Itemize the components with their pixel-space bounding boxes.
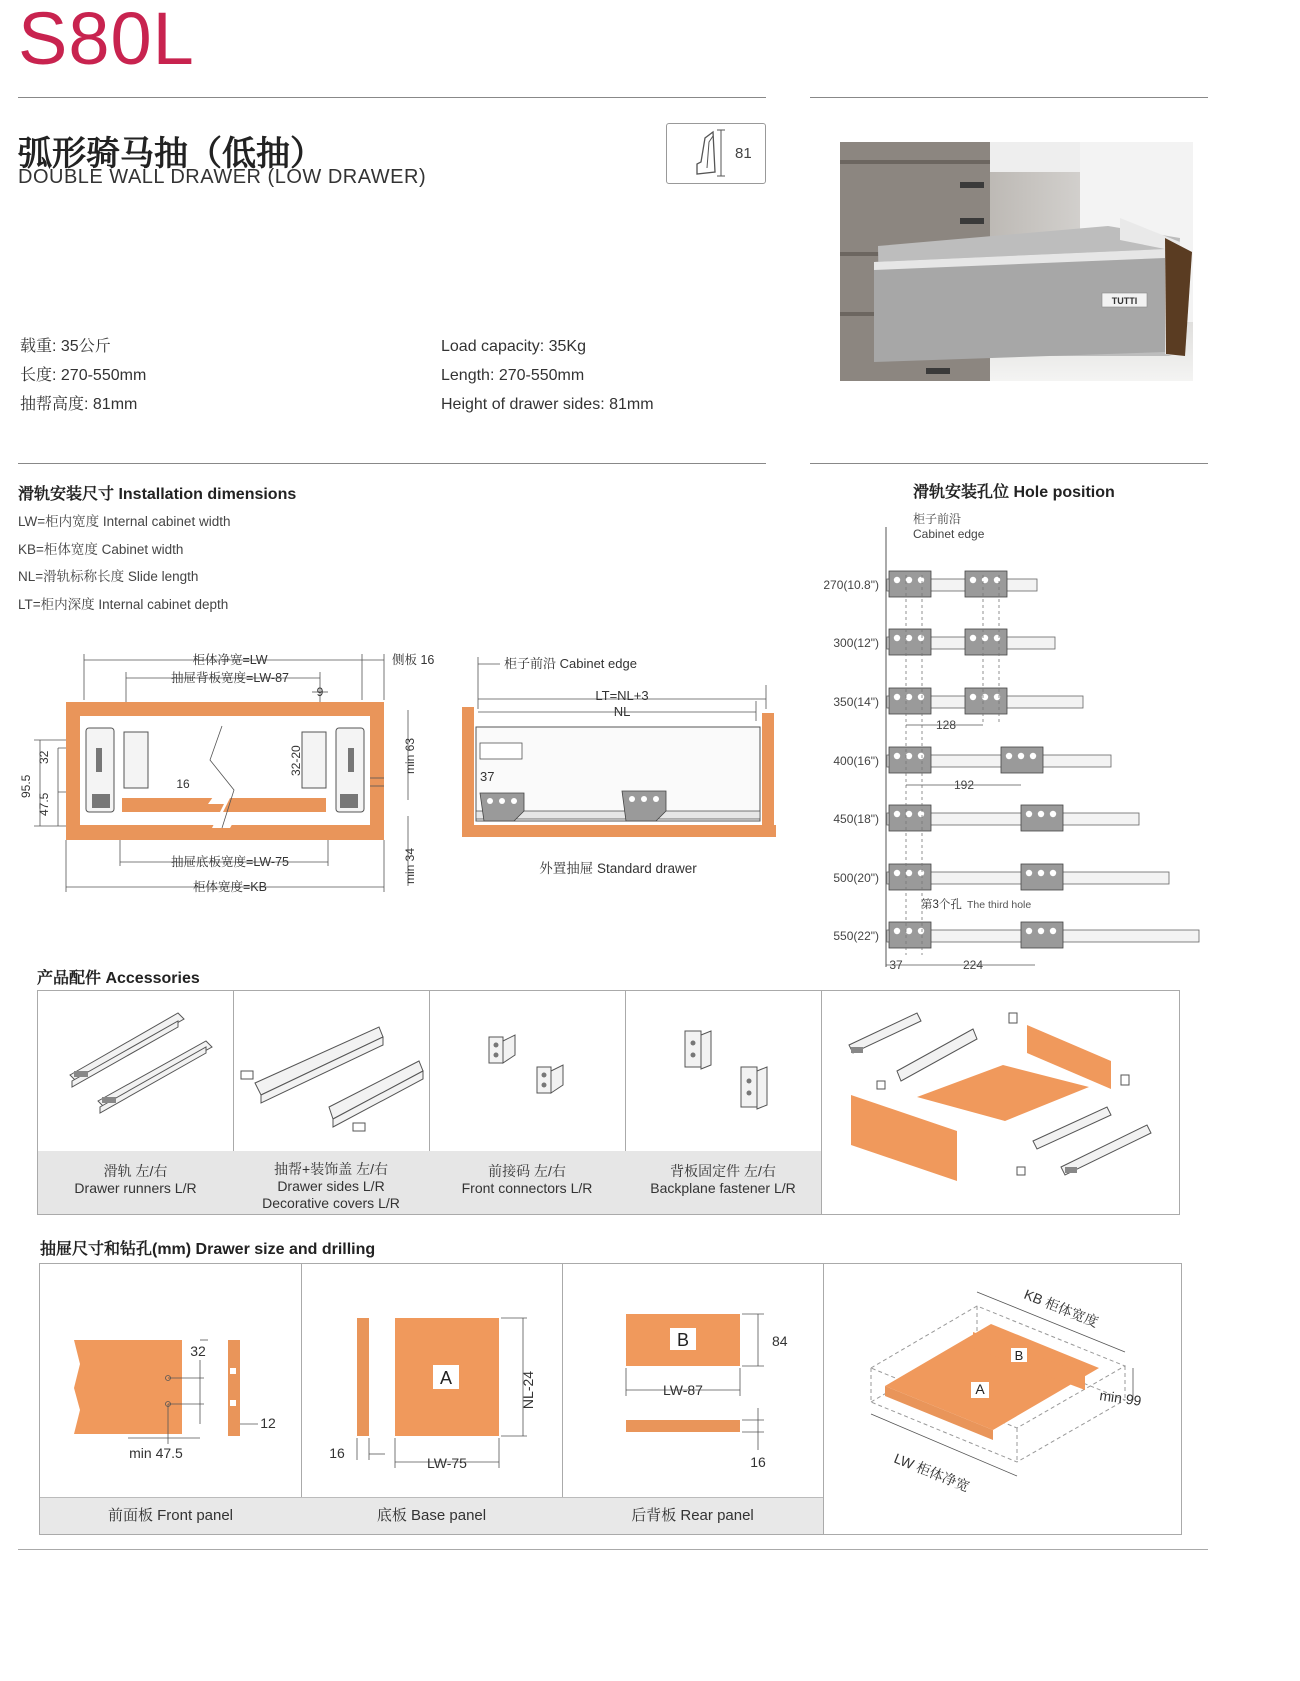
dim-side-16: 侧板 16 <box>392 653 435 667</box>
base-dim-16: 16 <box>329 1445 345 1461</box>
hole-row-bracket <box>1021 864 1063 890</box>
accessories-title: 产品配件 Accessories <box>37 970 200 987</box>
spec-en-height: Height of drawer sides: 81mm <box>441 396 654 413</box>
hole-row-length-label: 500(20") <box>833 871 879 885</box>
hole-row-length-label: 300(12") <box>833 636 879 650</box>
hole-row-bracket <box>889 864 931 890</box>
side-caption: 外置抽屉 Standard drawer <box>539 861 697 876</box>
drawer-side-icon <box>233 991 429 1151</box>
hole-row-bracket <box>889 922 931 948</box>
front-section-diagram <box>0 640 460 900</box>
hole-row-length-label: 350(14") <box>833 695 879 709</box>
hole-position-title: 滑轨安装孔位 Hole position <box>913 484 1115 501</box>
hole-third-cn: 第3个孔 <box>921 899 962 911</box>
hole-row-hole <box>894 870 900 876</box>
acc-runners-en: Drawer runners L/R <box>74 1180 197 1196</box>
front-dim-min: min 47.5 <box>129 1445 183 1461</box>
accessory-front-connectors <box>429 991 626 1214</box>
hole-row-bracket <box>889 629 931 655</box>
hole-row <box>833 688 1083 714</box>
drill-rear-panel <box>562 1264 824 1534</box>
hole-edge-en: Cabinet edge <box>913 527 985 541</box>
rear-panel-caption: 后背板 Rear panel <box>562 1497 823 1534</box>
hole-row-hole <box>1006 753 1012 759</box>
drill-front-panel <box>40 1264 302 1534</box>
hole-third-en: The third hole <box>967 899 1032 911</box>
dim-95-5: 95.5 <box>19 774 33 798</box>
side-37: 37 <box>480 769 495 784</box>
spec-en-load: Load capacity: 35Kg <box>441 338 586 355</box>
side-view-diagram <box>450 645 790 885</box>
hole-row-hole <box>1038 928 1044 934</box>
hole-row-hole <box>1050 928 1056 934</box>
dim-back-width: 抽屉背板宽度=LW-87 <box>171 671 289 685</box>
hole-row-hole <box>906 811 912 817</box>
def-lw: LW=柜内宽度 Internal cabinet width <box>18 514 231 529</box>
base-dim-lw: LW-75 <box>427 1455 467 1471</box>
hole-row-hole <box>1050 811 1056 817</box>
hole-row-hole <box>970 577 976 583</box>
hole-row-hole <box>918 577 924 583</box>
acc-runners-cn: 滑轨 左/右 <box>103 1163 168 1179</box>
spec-cn-load: 载重: 35公斤 <box>20 338 111 355</box>
hole-row-hole <box>894 694 900 700</box>
dim-lw: 柜体净宽=LW <box>192 653 268 667</box>
accessory-exploded-view <box>821 991 1179 1214</box>
base-panel-diagram <box>301 1264 562 1498</box>
hole-row <box>833 922 1199 948</box>
hole-row-bracket <box>1021 805 1063 831</box>
specs-en <box>441 332 654 419</box>
rear-dim-lw: LW-87 <box>663 1382 703 1398</box>
section-rule-left <box>18 463 766 464</box>
acc-backplane-cn: 背板固定件 左/右 <box>670 1163 776 1179</box>
hole-row-hole <box>970 635 976 641</box>
hole-row-bracket <box>889 688 931 714</box>
base-panel-caption: 底板 Base panel <box>301 1497 562 1534</box>
def-lt: LT=柜内深度 Internal cabinet depth <box>18 596 229 612</box>
definitions-list <box>18 508 230 618</box>
hole-row-hole <box>906 635 912 641</box>
base-label-a: A <box>439 1368 453 1388</box>
side-lt: LT=NL+3 <box>595 688 649 703</box>
accessory-runners <box>38 991 234 1214</box>
acc-sides-en: Drawer sides L/R <box>277 1178 385 1194</box>
hole-192: 192 <box>953 778 975 792</box>
specs-cn <box>20 332 146 419</box>
header-rule-right <box>810 97 1208 98</box>
iso-dim-min99: min 99 <box>1098 1387 1143 1409</box>
header-rule-left <box>18 97 766 98</box>
dim-32-20: 32-20 <box>289 745 303 776</box>
iso-dim-kb: KB 柜体宽度 <box>1021 1285 1101 1331</box>
model-title: S80L <box>18 0 195 80</box>
installation-title: 滑轨安装尺寸 Installation dimensions <box>18 486 297 503</box>
drawer-photo-illustration <box>840 142 1193 381</box>
spec-cn-length: 长度: 270-550mm <box>20 367 147 384</box>
hole-row <box>833 629 1055 655</box>
acc-sides-cn: 抽帮+装饰盖 左/右 <box>274 1161 388 1177</box>
hole-row-hole <box>894 928 900 934</box>
hole-row-bracket <box>1021 922 1063 948</box>
iso-label-b: B <box>1014 1348 1024 1363</box>
spec-cn-height: 抽帮高度: 81mm <box>20 396 138 413</box>
iso-drawer-diagram <box>823 1264 1181 1534</box>
hole-row <box>833 864 1169 890</box>
hole-row-hole <box>1038 811 1044 817</box>
hole-row <box>823 571 1037 597</box>
rear-dim-16: 16 <box>750 1454 766 1470</box>
hole-row-hole <box>918 635 924 641</box>
acc-backplane-en: Backplane fastener L/R <box>650 1180 796 1196</box>
front-dim-32: 32 <box>190 1343 206 1359</box>
hole-row-hole <box>1050 870 1056 876</box>
product-title-en: DOUBLE WALL DRAWER (LOW DRAWER) <box>18 166 427 188</box>
hole-128: 128 <box>935 718 957 732</box>
acc-front-cn: 前接码 左/右 <box>488 1163 566 1179</box>
dim-9: 9 <box>316 685 324 699</box>
hole-row-hole <box>1026 928 1032 934</box>
dim-16-base: 16 <box>176 777 190 791</box>
hole-row-length-label: 550(22") <box>833 929 879 943</box>
runner-icon <box>38 991 233 1151</box>
dim-kb: 柜体宽度=KB <box>193 880 267 894</box>
accessory-drawer-sides <box>233 991 430 1214</box>
hole-row-hole <box>906 753 912 759</box>
acc-front-en: Front connectors L/R <box>461 1180 593 1196</box>
hole-row-hole <box>970 694 976 700</box>
product-title-cn: 弧形骑马抽（低抽） <box>18 135 324 173</box>
hole-row-hole <box>906 928 912 934</box>
hole-row-length-label: 270(10.8") <box>823 578 879 592</box>
hole-row-bracket <box>889 747 931 773</box>
def-kb: KB=柜体宽度 Cabinet width <box>18 541 184 557</box>
hole-row-hole <box>918 811 924 817</box>
hole-row-length-label: 450(18") <box>833 812 879 826</box>
hole-row-bracket <box>965 571 1007 597</box>
hole-row-hole <box>906 694 912 700</box>
front-panel-caption: 前面板 Front panel <box>40 1497 301 1534</box>
hole-row-hole <box>1030 753 1036 759</box>
rear-panel-diagram <box>562 1264 823 1498</box>
front-connector-icon <box>429 991 625 1151</box>
profile-height-value: 81 <box>735 145 752 162</box>
hole-row-bracket <box>1001 747 1043 773</box>
exploded-drawer-icon <box>821 991 1179 1214</box>
hole-row-hole <box>918 870 924 876</box>
hole-row-hole <box>894 753 900 759</box>
hole-row-hole <box>918 928 924 934</box>
accessories-panel <box>37 990 1180 1215</box>
hole-row-bracket <box>965 688 1007 714</box>
hole-37: 37 <box>889 958 903 972</box>
hole-row-hole <box>894 577 900 583</box>
rear-dim-84: 84 <box>772 1333 788 1349</box>
def-nl: NL=滑轨标称长度 Slide length <box>18 569 199 584</box>
iso-label-a: A <box>975 1381 985 1397</box>
hole-row-bracket <box>889 571 931 597</box>
front-dim-12: 12 <box>260 1415 276 1431</box>
hole-row <box>833 747 1111 773</box>
hole-row-hole <box>918 753 924 759</box>
dim-base-width: 抽屉底板宽度=LW-75 <box>171 855 289 869</box>
hole-row-hole <box>906 577 912 583</box>
hole-row-hole <box>1026 811 1032 817</box>
product-photo <box>840 142 1193 381</box>
hole-row-bracket <box>965 629 1007 655</box>
accessory-backplane-fastener <box>625 991 822 1214</box>
hole-224: 224 <box>962 958 984 972</box>
rear-label-b: B <box>676 1330 690 1350</box>
spec-en-length: Length: 270-550mm <box>441 367 585 384</box>
hole-row-hole <box>894 811 900 817</box>
dim-min34: min 34 <box>403 847 417 884</box>
dim-32: 32 <box>37 750 51 764</box>
drilling-title: 抽屉尺寸和钻孔(mm) Drawer size and drilling <box>40 1241 376 1258</box>
hole-row-hole <box>906 870 912 876</box>
side-nl: NL <box>613 704 631 719</box>
footer-rule <box>18 1549 1208 1550</box>
hole-row-bracket <box>889 805 931 831</box>
hole-row-hole <box>1038 870 1044 876</box>
photo-brand-label: TUTTI <box>1111 296 1138 306</box>
profile-height-box <box>666 123 766 184</box>
hole-row-hole <box>1026 870 1032 876</box>
backplane-fastener-icon <box>625 991 821 1151</box>
hole-position-diagram <box>815 505 1215 975</box>
drill-base-panel <box>301 1264 563 1534</box>
hole-row <box>833 805 1139 831</box>
iso-dim-lw: LW 柜体净宽 <box>891 1449 972 1495</box>
dim-47-5: 47.5 <box>37 792 51 816</box>
base-dim-nl: NL-24 <box>520 1370 536 1410</box>
hole-row-length-label: 400(16") <box>833 754 879 768</box>
section-rule-right <box>810 463 1208 464</box>
front-panel-diagram <box>40 1264 301 1498</box>
hole-edge-cn: 柜子前沿 <box>913 512 962 526</box>
dim-min63: min 63 <box>403 737 417 774</box>
hole-row-hole <box>894 635 900 641</box>
hole-row-hole <box>918 694 924 700</box>
acc-covers-en: Decorative covers L/R <box>262 1195 400 1211</box>
drilling-panel <box>39 1263 1182 1535</box>
drill-iso-view <box>823 1264 1181 1534</box>
hole-row-hole <box>1018 753 1024 759</box>
side-cabinet-edge: 柜子前沿 Cabinet edge <box>504 656 637 671</box>
